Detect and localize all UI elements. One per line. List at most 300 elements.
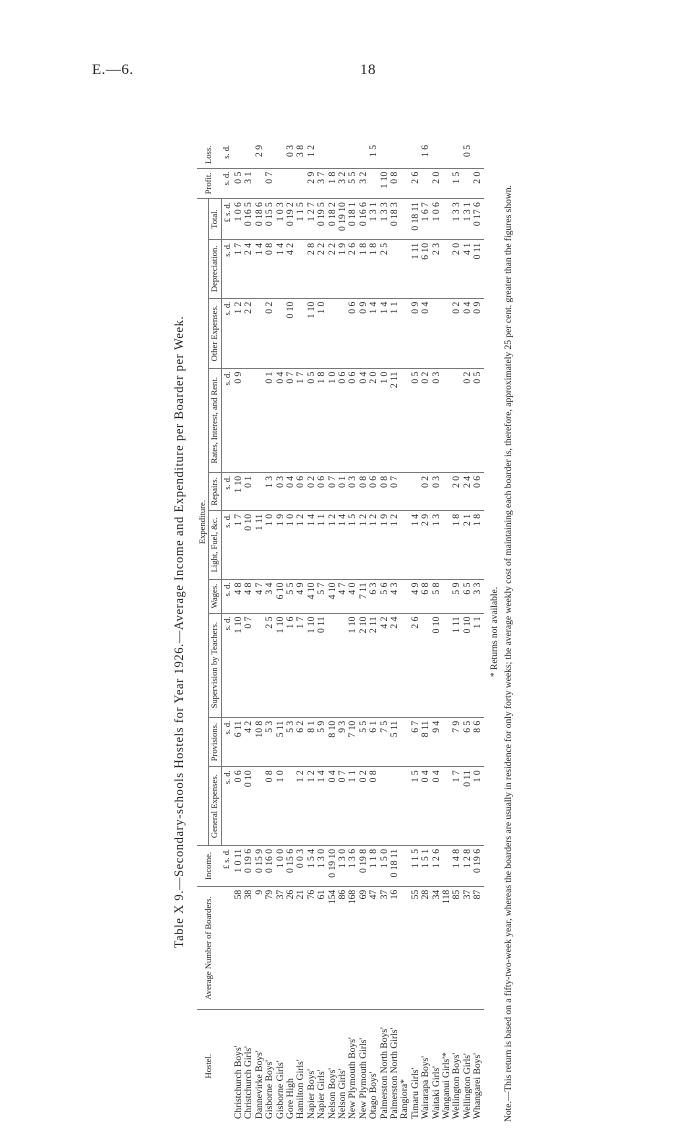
col-rates: Rates, Interest, and Rent. bbox=[209, 368, 221, 472]
col-general: General Expenses. bbox=[209, 767, 221, 846]
value-cell: 1 0 bbox=[265, 511, 275, 580]
value-cell: 0 16 0 bbox=[265, 845, 275, 886]
value-cell: 1 5 bbox=[411, 767, 421, 846]
value-cell: 0 9 bbox=[411, 298, 421, 368]
col-boarders: Average Number of Boarders. bbox=[197, 886, 221, 1010]
value-cell: 8 11 bbox=[421, 717, 431, 767]
value-cell: 0 19 10 bbox=[338, 199, 348, 240]
value-cell: 4 2 bbox=[244, 717, 254, 767]
value-cell: 1 9 bbox=[338, 239, 348, 298]
value-cell: 0 18 6 bbox=[255, 199, 265, 240]
value-cell: 5 5 bbox=[348, 168, 358, 198]
value-cell: 6 2 bbox=[296, 717, 306, 767]
value-cell: 2 0 bbox=[473, 168, 483, 198]
hostel-name-cell: Whangarei Boys' bbox=[472, 1053, 484, 1119]
unit-cell: s. d. bbox=[221, 168, 234, 198]
table-row bbox=[463, 142, 473, 1122]
table-row bbox=[390, 142, 400, 1122]
value-cell: 1 10 bbox=[234, 472, 244, 510]
value-cell: 6 8 bbox=[421, 579, 431, 613]
value-cell: 1 8 bbox=[452, 511, 462, 580]
value-cell: 1 2 bbox=[390, 511, 400, 580]
value-cell: 1 8 bbox=[369, 239, 379, 298]
value-cell: 5 5 bbox=[359, 717, 369, 767]
value-cell: 0 8 bbox=[369, 767, 379, 846]
value-cell: 0 2 bbox=[421, 368, 431, 472]
value-cell: 1 11 bbox=[255, 511, 265, 580]
hostel-name-cell: Napier Girls' bbox=[316, 1069, 328, 1119]
value-cell: 0 3 bbox=[276, 472, 286, 510]
value-cell: 0 2 bbox=[307, 472, 317, 510]
value-cell: 3 4 bbox=[265, 579, 275, 613]
value-cell: 5 6 bbox=[380, 579, 390, 613]
value-cell: 0 6 bbox=[369, 472, 379, 510]
value-cell: 6 5 bbox=[463, 579, 473, 613]
value-cell: 1 2 bbox=[328, 511, 338, 580]
hostel-name-cell: New Plymouth Girls' bbox=[357, 1037, 369, 1119]
value-cell: 2 3 bbox=[432, 239, 442, 298]
table-row bbox=[411, 142, 421, 1122]
value-cell: 1 4 bbox=[317, 767, 327, 846]
value-cell: 118 bbox=[442, 886, 452, 1010]
value-cell: 0 7 bbox=[244, 613, 254, 717]
value-cell: 0 2 bbox=[265, 298, 275, 368]
value-cell: 5 9 bbox=[317, 717, 327, 767]
value-cell: 4 7 bbox=[338, 579, 348, 613]
value-cell: 0 7 bbox=[390, 472, 400, 510]
value-cell: 0 8 bbox=[390, 168, 400, 198]
unit-cell: s. d. bbox=[221, 767, 234, 846]
value-cell: 2 5 bbox=[380, 239, 390, 298]
value-cell: 1 5 bbox=[369, 142, 379, 168]
table-body bbox=[221, 142, 483, 1122]
value-cell: 1 9 bbox=[276, 511, 286, 580]
value-cell: 0 9 bbox=[359, 298, 369, 368]
value-cell: 28 bbox=[421, 886, 431, 1010]
value-cell: 0 11 bbox=[317, 613, 327, 717]
value-cell: 1 5 1 bbox=[421, 845, 431, 886]
value-cell: 8 10 bbox=[328, 717, 338, 767]
value-cell bbox=[400, 142, 410, 168]
value-cell: 0 1 bbox=[244, 472, 254, 510]
value-cell: 5 3 bbox=[286, 717, 296, 767]
value-cell: 4 3 bbox=[390, 579, 400, 613]
unit-cell: s. d. bbox=[221, 613, 234, 717]
value-cell: 21 bbox=[296, 886, 306, 1010]
hostel-name-cell: Gore High bbox=[284, 1078, 296, 1119]
value-cell: 0 7 bbox=[286, 368, 296, 472]
hostel-name-cell: Nelson Boys' bbox=[326, 1067, 338, 1119]
value-cell: 168 bbox=[348, 886, 358, 1010]
value-cell: 1 7 bbox=[452, 767, 462, 846]
col-wages: Wages. bbox=[209, 579, 221, 613]
hostel-name-cell: Nelson Girls' bbox=[336, 1068, 348, 1119]
value-cell: 1 3 0 bbox=[317, 845, 327, 886]
table-row bbox=[234, 142, 244, 1122]
col-loss: Loss. bbox=[197, 142, 221, 168]
value-cell: 1 10 bbox=[348, 613, 358, 717]
hostel-name-cell: Wellington Boys' bbox=[451, 1052, 463, 1119]
value-cell: 0 2 bbox=[421, 472, 431, 510]
value-cell: 2 2 bbox=[328, 239, 338, 298]
value-cell: 1 8 bbox=[359, 239, 369, 298]
hostel-name-cell: Wairarapa Boys' bbox=[420, 1055, 432, 1119]
value-cell: 0 10 bbox=[463, 613, 473, 717]
hostel-name-cell: Palmerston North Girls' bbox=[389, 1027, 400, 1119]
unit-cell: s. d. bbox=[221, 717, 234, 767]
value-cell: 4 2 bbox=[286, 239, 296, 298]
value-cell: 86 bbox=[338, 886, 348, 1010]
value-cell: 4 0 bbox=[348, 579, 358, 613]
table-footnotes bbox=[490, 142, 516, 1122]
value-cell: 1 2 bbox=[307, 142, 317, 168]
value-cell: 1 6 7 bbox=[421, 199, 431, 240]
value-cell: 0 3 bbox=[348, 472, 358, 510]
value-cell bbox=[390, 239, 400, 298]
value-cell bbox=[328, 142, 338, 168]
value-cell: 0 4 bbox=[463, 298, 473, 368]
value-cell: 3 8 bbox=[296, 142, 306, 168]
table-row bbox=[432, 142, 442, 1122]
value-cell: 4 7 bbox=[255, 579, 265, 613]
value-cell: 0 0 3 bbox=[296, 845, 306, 886]
value-cell: 69 bbox=[359, 886, 369, 1010]
value-cell: 0 18 3 bbox=[390, 199, 400, 240]
value-cell: 0 7 bbox=[338, 767, 348, 846]
value-cell bbox=[452, 368, 462, 472]
col-provisions: Provisions. bbox=[209, 717, 221, 767]
hostel-name-cell: Christchurch Girls' bbox=[243, 1046, 255, 1119]
value-cell: 0 16 5 bbox=[244, 199, 254, 240]
hostel-name-cell: Hamilton Girls' bbox=[295, 1059, 307, 1119]
value-cell: 3 2 bbox=[338, 168, 348, 198]
value-cell bbox=[432, 298, 442, 368]
value-cell bbox=[234, 142, 244, 168]
value-cell: 7 9 bbox=[452, 717, 462, 767]
value-cell: 1 10 bbox=[307, 298, 317, 368]
value-cell: 6 5 bbox=[463, 717, 473, 767]
value-cell: 6 7 bbox=[411, 717, 421, 767]
value-cell: 1 3 bbox=[432, 511, 442, 580]
value-cell: 1 2 bbox=[359, 511, 369, 580]
value-cell: 85 bbox=[452, 886, 462, 1010]
table-row bbox=[317, 142, 327, 1122]
value-cell: 0 3 bbox=[432, 472, 442, 510]
unit-cell: s. d. bbox=[221, 579, 234, 613]
value-cell: 0 19 10 bbox=[328, 845, 338, 886]
value-cell: 0 15 9 bbox=[255, 845, 265, 886]
unit-cell: s. d. bbox=[221, 142, 234, 168]
value-cell: 0 6 bbox=[296, 472, 306, 510]
unit-cell: s. d. bbox=[221, 368, 234, 472]
table-row bbox=[369, 142, 379, 1122]
value-cell: 0 4 bbox=[276, 368, 286, 472]
hostel-name-cell: Timaru Girls' bbox=[409, 1067, 421, 1119]
value-cell: 1 4 bbox=[411, 511, 421, 580]
table-row bbox=[473, 142, 483, 1122]
table-row bbox=[265, 142, 275, 1122]
value-cell: 4 8 bbox=[244, 579, 254, 613]
col-light: Light, Fuel, &c. bbox=[209, 511, 221, 580]
value-cell: 1 3 0 bbox=[338, 845, 348, 886]
page-number: 18 bbox=[360, 62, 376, 78]
value-cell: 1 4 bbox=[307, 511, 317, 580]
col-group-expenditure: Expenditure. bbox=[197, 199, 209, 846]
value-cell: 1 0 6 bbox=[234, 199, 244, 240]
table-row bbox=[400, 142, 410, 1122]
value-cell: 1 0 6 bbox=[432, 199, 442, 240]
value-cell: 6 11 bbox=[234, 717, 244, 767]
value-cell: 6 10 bbox=[421, 239, 431, 298]
value-cell: 1 2 6 bbox=[432, 845, 442, 886]
value-cell: 37 bbox=[380, 886, 390, 1010]
value-cell bbox=[432, 142, 442, 168]
value-cell: 2 11 bbox=[369, 613, 379, 717]
value-cell: 1 1 bbox=[348, 767, 358, 846]
value-cell: 1 0 bbox=[380, 368, 390, 472]
value-cell: 5 9 bbox=[452, 579, 462, 613]
value-cell bbox=[442, 142, 452, 168]
value-cell: 55 bbox=[411, 886, 421, 1010]
value-cell: 1 5 bbox=[452, 168, 462, 198]
value-cell: 4 2 bbox=[380, 613, 390, 717]
value-cell bbox=[390, 767, 400, 846]
value-cell: 1 1 5 bbox=[411, 845, 421, 886]
value-cell: 58 bbox=[234, 886, 244, 1010]
value-cell: 1 0 bbox=[473, 767, 483, 846]
value-cell: 10 8 bbox=[255, 717, 265, 767]
footnote-star: * Returns not available. bbox=[489, 586, 500, 678]
value-cell: 1 0 bbox=[317, 298, 327, 368]
hostel-name-cell: Palmerston North Boys' bbox=[378, 1027, 390, 1119]
value-cell: 0 6 bbox=[473, 472, 483, 510]
hostel-name-cell: Rangiora* bbox=[399, 1079, 411, 1119]
value-cell: 0 7 bbox=[328, 472, 338, 510]
value-cell: 1 2 bbox=[296, 511, 306, 580]
value-cell: 2 4 bbox=[463, 472, 473, 510]
value-cell: 0 19 6 bbox=[473, 845, 483, 886]
value-cell: 0 1 bbox=[265, 368, 275, 472]
hostel-name-cell: Wellington Girls' bbox=[461, 1053, 473, 1119]
hostel-name-cell: Christchurch Boys' bbox=[232, 1045, 244, 1119]
hostel-name-cell: Wanganui Girls'* bbox=[441, 1052, 453, 1119]
value-cell: 0 18 11 bbox=[411, 199, 421, 240]
value-cell: 9 bbox=[255, 886, 265, 1010]
value-cell: 1 4 bbox=[338, 511, 348, 580]
value-cell: 1 1 8 bbox=[369, 845, 379, 886]
value-cell bbox=[328, 298, 338, 368]
value-cell: 1 4 8 bbox=[452, 845, 462, 886]
value-cell bbox=[255, 368, 265, 472]
value-cell: 0 8 bbox=[380, 472, 390, 510]
value-cell bbox=[276, 168, 286, 198]
value-cell: 1 10 bbox=[234, 613, 244, 717]
value-cell: 2 6 bbox=[411, 168, 421, 198]
value-cell bbox=[400, 472, 410, 510]
value-cell: 0 4 bbox=[328, 767, 338, 846]
value-cell: 7 11 bbox=[359, 579, 369, 613]
footnote-note: Note.—This return is based on a fifty-two-week year, whereas the boarders are usually in residence for only forty weeks; the average weekly cost of maintaining each boarder is, therefore, approximately 25 per cent. greater than the figures shown. bbox=[503, 185, 514, 1122]
value-cell: 1 3 3 bbox=[380, 199, 390, 240]
value-cell: 1 5 bbox=[348, 511, 358, 580]
value-cell: 1 2 bbox=[234, 298, 244, 368]
value-cell: 7 5 bbox=[380, 717, 390, 767]
table-row bbox=[328, 142, 338, 1122]
value-cell: 4 10 bbox=[307, 579, 317, 613]
value-cell: 3 1 bbox=[244, 168, 254, 198]
value-cell bbox=[400, 368, 410, 472]
value-cell: 1 3 1 bbox=[369, 199, 379, 240]
value-cell: 3 7 bbox=[317, 168, 327, 198]
hostel-name-cell: Gisborne Girls' bbox=[274, 1060, 286, 1119]
value-cell: 0 11 bbox=[463, 767, 473, 846]
value-cell: 0 1 bbox=[338, 472, 348, 510]
value-cell: 2 8 bbox=[307, 239, 317, 298]
value-cell: 6 1 bbox=[369, 717, 379, 767]
value-cell: 1 11 bbox=[452, 613, 462, 717]
value-cell: 1 2 bbox=[369, 511, 379, 580]
col-hostel: Hostel. bbox=[203, 1053, 214, 1079]
value-cell: 0 4 bbox=[421, 298, 431, 368]
value-cell: 0 5 bbox=[307, 368, 317, 472]
value-cell: 1 10 bbox=[380, 168, 390, 198]
value-cell: 1 7 bbox=[234, 239, 244, 298]
value-cell bbox=[400, 613, 410, 717]
unit-cell: s. d. bbox=[221, 511, 234, 580]
value-cell: 0 4 bbox=[421, 767, 431, 846]
table-row bbox=[276, 142, 286, 1122]
value-cell: 26 bbox=[286, 886, 296, 1010]
value-cell: 1 7 bbox=[296, 613, 306, 717]
value-cell: 2 2 bbox=[244, 298, 254, 368]
value-cell: 1 0 bbox=[276, 767, 286, 846]
value-cell bbox=[442, 368, 452, 472]
value-cell: 1 1 5 bbox=[296, 199, 306, 240]
value-cell: 1 3 6 bbox=[348, 845, 358, 886]
value-cell: 3 3 bbox=[473, 579, 483, 613]
value-cell: 0 8 bbox=[359, 472, 369, 510]
value-cell: 2 0 bbox=[452, 472, 462, 510]
value-cell: 1 8 bbox=[328, 168, 338, 198]
table-row bbox=[244, 142, 254, 1122]
value-cell: 1 7 bbox=[234, 511, 244, 580]
value-cell: 0 7 bbox=[265, 168, 275, 198]
value-cell: 0 19 5 bbox=[317, 199, 327, 240]
value-cell bbox=[265, 142, 275, 168]
value-cell: 0 3 bbox=[286, 142, 296, 168]
value-cell: 5 11 bbox=[276, 717, 286, 767]
value-cell: 0 6 bbox=[234, 767, 244, 846]
value-cell: 1 7 bbox=[296, 368, 306, 472]
table-row bbox=[286, 142, 296, 1122]
hostel-table bbox=[197, 142, 484, 1122]
value-cell: 0 16 6 bbox=[359, 199, 369, 240]
value-cell: 0 2 bbox=[359, 767, 369, 846]
value-cell: 0 17 6 bbox=[473, 199, 483, 240]
value-cell: 1 8 bbox=[317, 368, 327, 472]
value-cell: 2 2 bbox=[317, 239, 327, 298]
value-cell: 2 1 bbox=[463, 511, 473, 580]
value-cell: 1 4 bbox=[369, 298, 379, 368]
value-cell: 1 9 bbox=[380, 511, 390, 580]
col-income: Income. bbox=[197, 845, 221, 886]
value-cell: 2 10 bbox=[359, 613, 369, 717]
value-cell: 0 19 6 bbox=[244, 845, 254, 886]
value-cell: 7 10 bbox=[348, 717, 358, 767]
value-cell: 1 0 bbox=[286, 511, 296, 580]
value-cell: 0 15 5 bbox=[265, 199, 275, 240]
value-cell: 6 3 bbox=[369, 579, 379, 613]
value-cell bbox=[380, 142, 390, 168]
value-cell: 9 3 bbox=[338, 717, 348, 767]
value-cell: 2 9 bbox=[255, 142, 265, 168]
value-cell bbox=[317, 142, 327, 168]
hostel-name-cell: Gisborne Boys' bbox=[264, 1059, 276, 1119]
value-cell: 1 0 bbox=[328, 368, 338, 472]
value-cell: 0 3 bbox=[432, 368, 442, 472]
value-cell: 0 9 bbox=[473, 298, 483, 368]
value-cell: 2 6 bbox=[411, 613, 421, 717]
value-cell: 1 6 bbox=[286, 613, 296, 717]
hostel-name-cell: Napier Boys' bbox=[305, 1069, 317, 1119]
value-cell: 16 bbox=[390, 886, 400, 1010]
value-cell: 0 2 bbox=[452, 298, 462, 368]
page-reference: E.—6. bbox=[92, 62, 134, 78]
value-cell: 2 0 bbox=[432, 168, 442, 198]
value-cell: 2 0 bbox=[452, 239, 462, 298]
value-cell: 3 2 bbox=[359, 168, 369, 198]
value-cell: 0 15 6 bbox=[286, 845, 296, 886]
value-cell: 2 0 bbox=[369, 368, 379, 472]
rotated-table-block bbox=[172, 142, 602, 1122]
value-cell: 1 5 0 bbox=[380, 845, 390, 886]
value-cell: 5 8 bbox=[432, 579, 442, 613]
value-cell: 0 5 bbox=[463, 142, 473, 168]
value-cell: 0 4 bbox=[432, 767, 442, 846]
value-cell bbox=[255, 613, 265, 717]
value-cell: 1 4 bbox=[380, 298, 390, 368]
value-cell: 1 10 bbox=[276, 613, 286, 717]
table-row bbox=[255, 142, 265, 1122]
value-cell: 4 9 bbox=[411, 579, 421, 613]
value-cell bbox=[400, 886, 410, 1010]
value-cell: 2 9 bbox=[421, 511, 431, 580]
value-cell: 0 19 2 bbox=[286, 199, 296, 240]
value-cell: 1 2 7 bbox=[307, 199, 317, 240]
col-other: Other Expenses. bbox=[209, 298, 221, 368]
value-cell: 2 11 bbox=[390, 368, 400, 472]
value-cell: 0 18 2 bbox=[328, 199, 338, 240]
value-cell: 1 3 bbox=[265, 472, 275, 510]
value-cell: 1 3 3 bbox=[452, 199, 462, 240]
col-supervision: Supervision by Teachers. bbox=[209, 613, 221, 717]
value-cell: 0 10 bbox=[244, 767, 254, 846]
value-cell: 1 10 bbox=[307, 613, 317, 717]
value-cell: 2 6 bbox=[348, 239, 358, 298]
value-cell: 2 5 bbox=[265, 613, 275, 717]
value-cell: 0 4 bbox=[286, 472, 296, 510]
value-cell: 0 10 bbox=[286, 298, 296, 368]
value-cell bbox=[390, 142, 400, 168]
value-cell bbox=[473, 142, 483, 168]
value-cell: 0 9 bbox=[234, 368, 244, 472]
value-cell: 0 6 bbox=[338, 368, 348, 472]
value-cell: 0 8 bbox=[265, 767, 275, 846]
table-caption: Table X 9.—Secondary-schools Hostels for Year 1926.—Average Income and Expenditure per Boarder per Week. bbox=[172, 315, 186, 949]
col-depreciation: Depreciation. bbox=[209, 239, 221, 298]
value-cell: 4 8 bbox=[234, 579, 244, 613]
value-cell: 0 10 bbox=[432, 613, 442, 717]
